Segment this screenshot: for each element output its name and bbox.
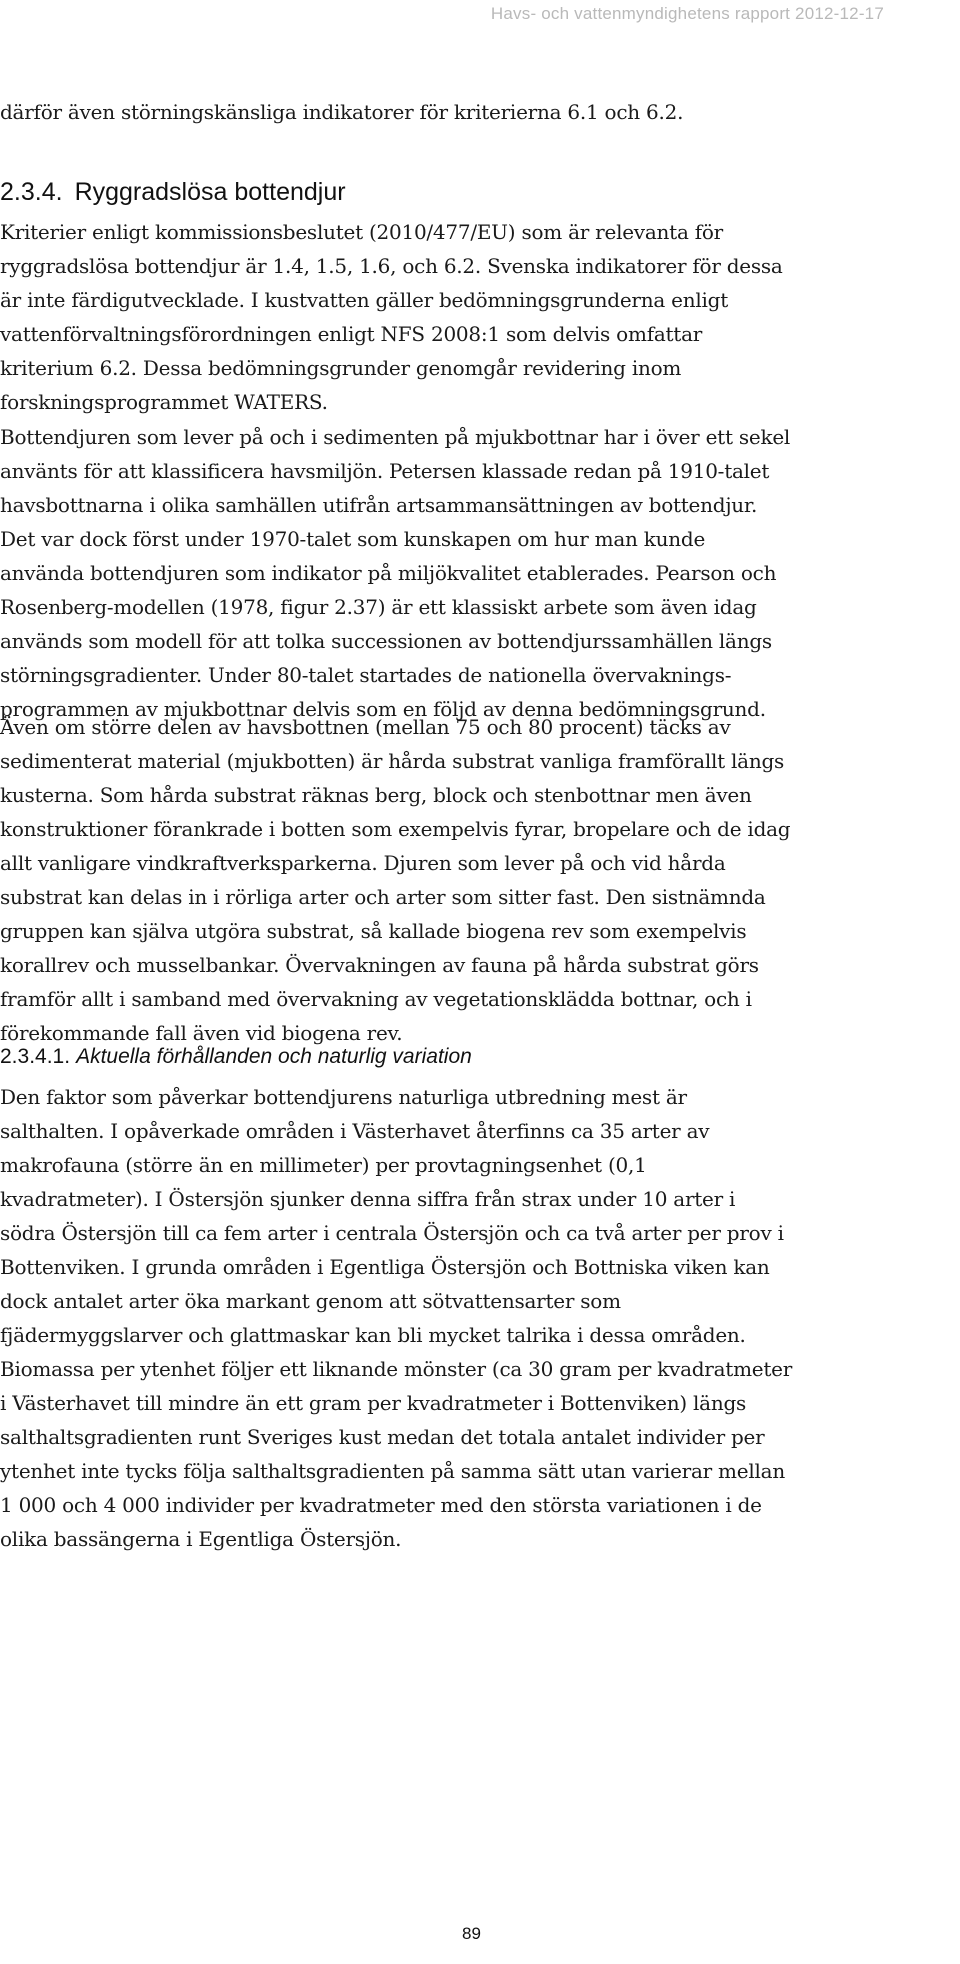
section-heading (0, 178, 346, 207)
text-line: forskningsprogrammet WATERS. (0, 390, 328, 414)
text-line: störningsgradienter. Under 80-talet startades de nationella övervaknings- (0, 663, 732, 687)
text-line: dock antalet arter öka markant genom att sötvattensarter som (0, 1289, 621, 1313)
text-line: Biomassa per ytenhet följer ett liknande mönster (ca 30 gram per kvadratmeter (0, 1357, 793, 1381)
text-line: Bottendjuren som lever på och i sedimenten på mjukbottnar har i över ett sekel (0, 425, 791, 449)
text-line: Den faktor som påverkar bottendjurens naturliga utbredning mest är (0, 1085, 687, 1109)
paragraph-hard-substrate (0, 710, 790, 1050)
text-line: makrofauna (större än en millimeter) per provtagningsenhet (0,1 (0, 1153, 647, 1177)
subsection-title: Aktuella förhållanden och naturlig variation (76, 1045, 472, 1068)
text-line: fjädermyggslarver och glattmaskar kan bli mycket talrika i dessa områden. (0, 1323, 746, 1347)
text-line: substrat kan delas in i rörliga arter och arter som sitter fast. Den sistnämnda (0, 885, 766, 909)
paragraph-intro (0, 95, 683, 129)
paragraph-history (0, 420, 790, 726)
text-line: Bottenviken. I grunda områden i Egentliga Östersjön och Bottniska viken kan (0, 1255, 770, 1279)
text-line: förekommande fall även vid biogena rev. (0, 1021, 403, 1045)
section-title: Ryggradslösa bottendjur (74, 178, 346, 206)
text-line: använda bottendjuren som indikator på miljökvalitet etablerades. Pearson och (0, 561, 777, 585)
text-line: havsbottnarna i olika samhällen utifrån artsammansättningen av bottendjur. (0, 493, 758, 517)
text-line: Det var dock först under 1970-talet som kunskapen om hur man kunde (0, 527, 706, 551)
text-line: används som modell för att tolka successionen av bottendjurssamhällen längs (0, 629, 772, 653)
text-line: ryggradslösa bottendjur är 1.4, 1.5, 1.6, och 6.2. Svenska indikatorer för dessa (0, 254, 783, 278)
subsection-number: 2.3.4.1. (0, 1045, 71, 1068)
text-line: i Västerhavet till mindre än ett gram per kvadratmeter i Bottenviken) längs (0, 1391, 747, 1415)
text-line: södra Östersjön till ca fem arter i centrala Östersjön och ca två arter per prov i (0, 1221, 784, 1245)
text-line: ytenhet inte tycks följa salthaltsgradienten på samma sätt utan varierar mellan (0, 1459, 785, 1483)
text-line: salthalten. I opåverkade områden i Västerhavet återfinns ca 35 arter av (0, 1119, 710, 1143)
text-line: Även om större delen av havsbottnen (mellan 75 och 80 procent) täcks av (0, 715, 731, 739)
text-line: sedimenterat material (mjukbotten) är hårda substrat vanliga framförallt längs (0, 749, 785, 773)
section-number: 2.3.4. (0, 178, 63, 206)
text-line: 1 000 och 4 000 individer per kvadratmeter med den största variationen i de (0, 1493, 762, 1517)
text-line: salthaltsgradienten runt Sveriges kust medan det totala antalet individer per (0, 1425, 765, 1449)
text-line: Kriterier enligt kommissionsbeslutet (2010/477/EU) som är relevanta för (0, 220, 723, 244)
text-line: använts för att klassificera havsmiljön. Petersen klassade redan på 1910-talet (0, 459, 770, 483)
text-line: korallrev och musselbankar. Övervakningen av fauna på hårda substrat görs (0, 953, 759, 977)
text-line: kusterna. Som hårda substrat räknas berg, block och stenbottnar men även (0, 783, 752, 807)
text-line: olika bassängerna i Egentliga Östersjön. (0, 1527, 402, 1551)
text-line: därför även störningskänsliga indikatorer för kriterierna 6.1 och 6.2. (0, 100, 684, 124)
running-header: Havs- och vattenmyndighetens rapport 2012-12-17 (490, 4, 884, 23)
text-line: är inte färdigutvecklade. I kustvatten gäller bedömningsgrunderna enligt (0, 288, 728, 312)
text-line: allt vanligare vindkraftverksparkerna. Djuren som lever på och vid hårda (0, 851, 726, 875)
text-line: kriterium 6.2. Dessa bedömningsgrunder genomgår revidering inom (0, 356, 682, 380)
paragraph-criteria (0, 215, 783, 419)
text-line: gruppen kan själva utgöra substrat, så kallade biogena rev som exempelvis (0, 919, 747, 943)
text-line: Rosenberg-modellen (1978, figur 2.37) är ett klassiskt arbete som även idag (0, 595, 757, 619)
text-line: framför allt i samband med övervakning av vegetationsklädda bottnar, och i (0, 987, 752, 1011)
page-number: 89 (462, 1924, 481, 1943)
text-line: konstruktioner förankrade i botten som exempelvis fyrar, bropelare och de idag (0, 817, 791, 841)
subsection-heading (0, 1045, 472, 1069)
text-line: programmen av mjukbottnar delvis som en följd av denna bedömningsgrund. (0, 697, 766, 721)
paragraph-natural-variation (0, 1080, 792, 1556)
text-line: kvadratmeter). I Östersjön sjunker denna siffra från strax under 10 arter i (0, 1187, 736, 1211)
text-line: vattenförvaltningsförordningen enligt NFS 2008:1 som delvis omfattar (0, 322, 703, 346)
